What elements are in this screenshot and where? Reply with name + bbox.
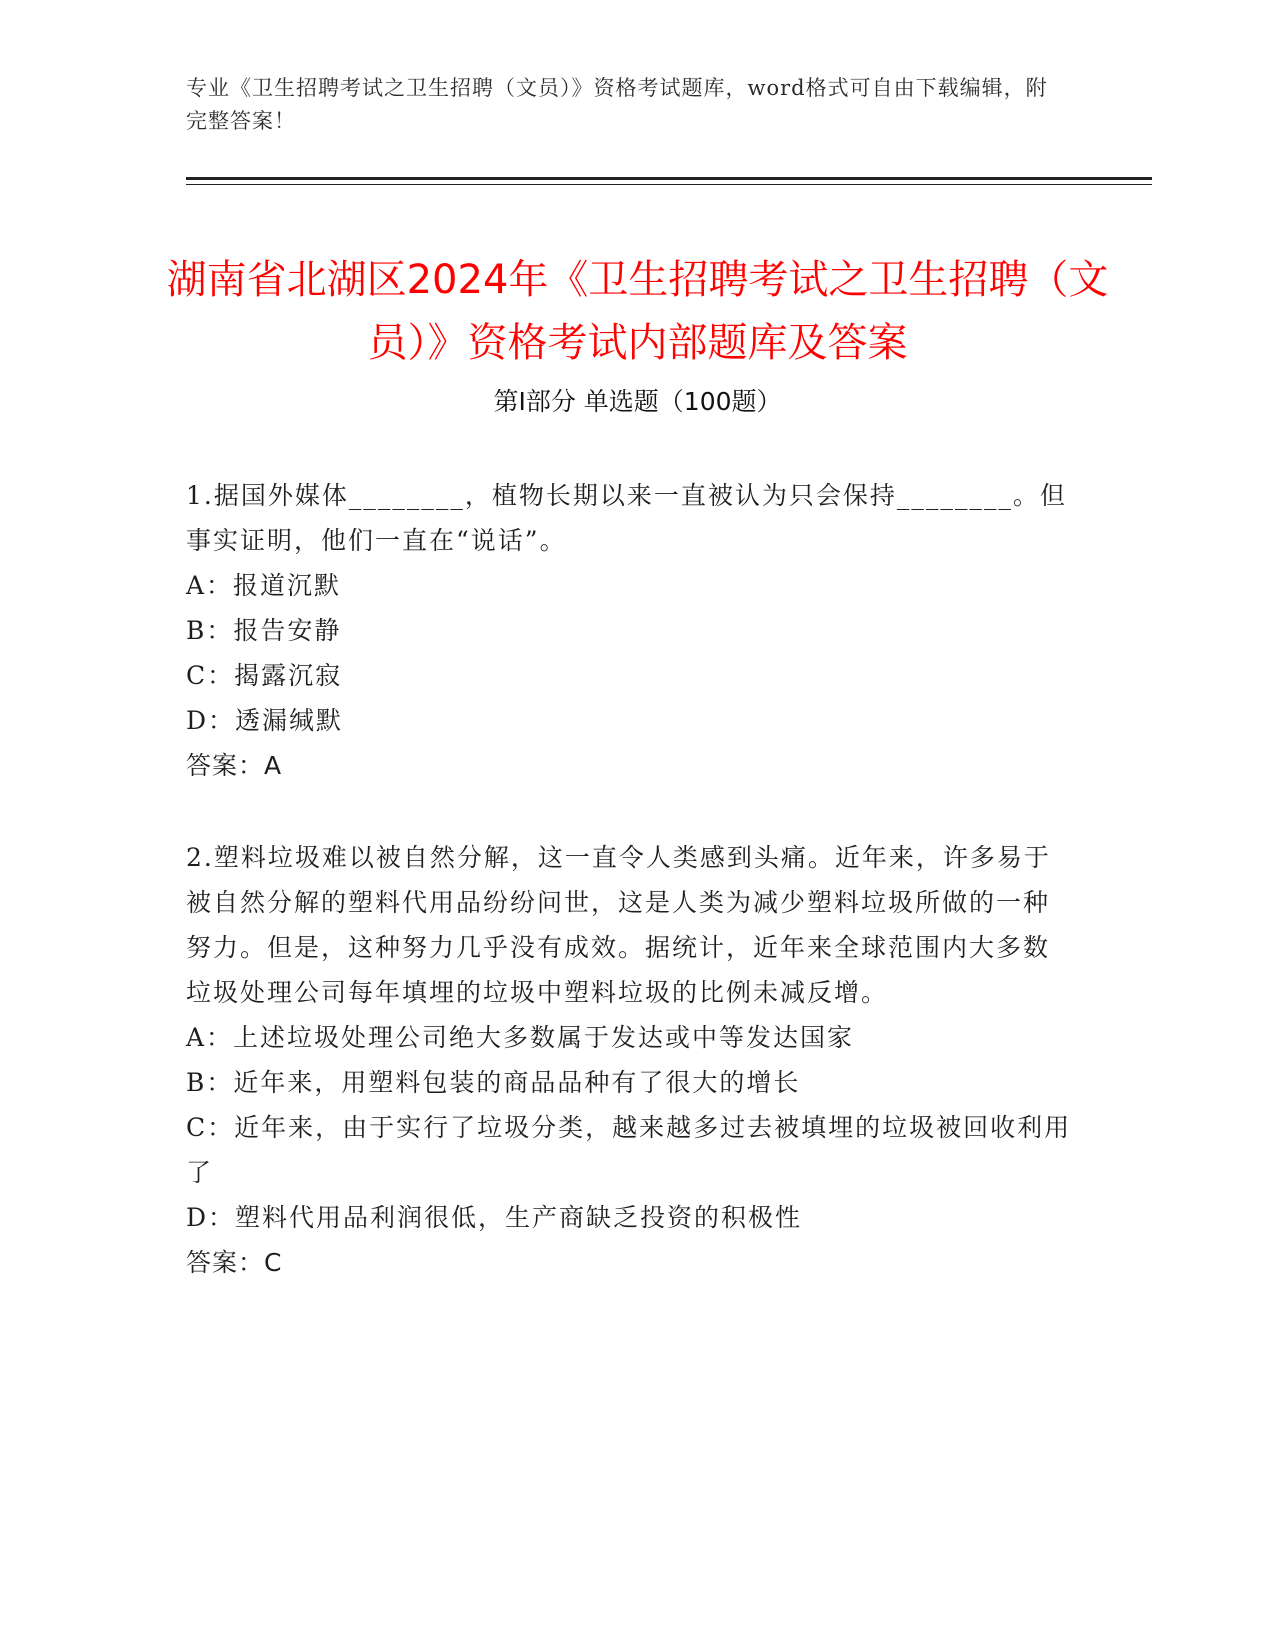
section-heading: 第Ⅰ部分 单选题（100题） — [493, 387, 782, 416]
option-c: C：近年来，由于实行了垃圾分类，越来越多过去被填埋的垃圾被回收利用了 — [186, 1113, 1072, 1187]
option-d: D：透漏缄默 — [186, 706, 344, 735]
question-2 — [186, 835, 1076, 1285]
document-title: 湖南省北湖区2024年《卫生招聘考试之卫生招聘（文员）》资格考试内部题库及答案 — [166, 256, 1109, 366]
question-stem: 1.据国外媒体________，植物长期以来一直被认为只会保持________。但事实证明，他们一直在“说话”。 — [186, 481, 1067, 555]
question-stem: 2.塑料垃圾难以被自然分解，这一直令人类感到头痛。近年来，许多易于被自然分解的塑料代用品纷纷问世，这是人类为减少塑料垃圾所做的一种努力。但是，这种努力几乎没有成效。据统计，近年来全球范围内大多数垃圾处理公司每年填埋的垃圾中塑料垃圾的比例未减反增。 — [186, 843, 1051, 1007]
option-b: B：近年来，用塑料包装的商品品种有了很大的增长 — [186, 1068, 801, 1097]
header-note: 专业《卫生招聘考试之卫生招聘（文员）》资格考试题库，word格式可自由下载编辑，附完整答案！ — [186, 76, 1048, 133]
option-c: C：揭露沉寂 — [186, 661, 343, 690]
option-a: A：报道沉默 — [186, 571, 342, 600]
header-divider-thin — [186, 184, 1152, 185]
answer: 答案：A — [186, 751, 283, 780]
option-b: B：报告安静 — [186, 616, 342, 645]
header-divider-thick — [186, 177, 1152, 180]
option-a: A：上述垃圾处理公司绝大多数属于发达或中等发达国家 — [186, 1023, 855, 1052]
option-d: D：塑料代用品利润很低，生产商缺乏投资的积极性 — [186, 1203, 803, 1232]
answer: 答案：C — [186, 1248, 283, 1277]
question-1 — [186, 473, 1076, 788]
